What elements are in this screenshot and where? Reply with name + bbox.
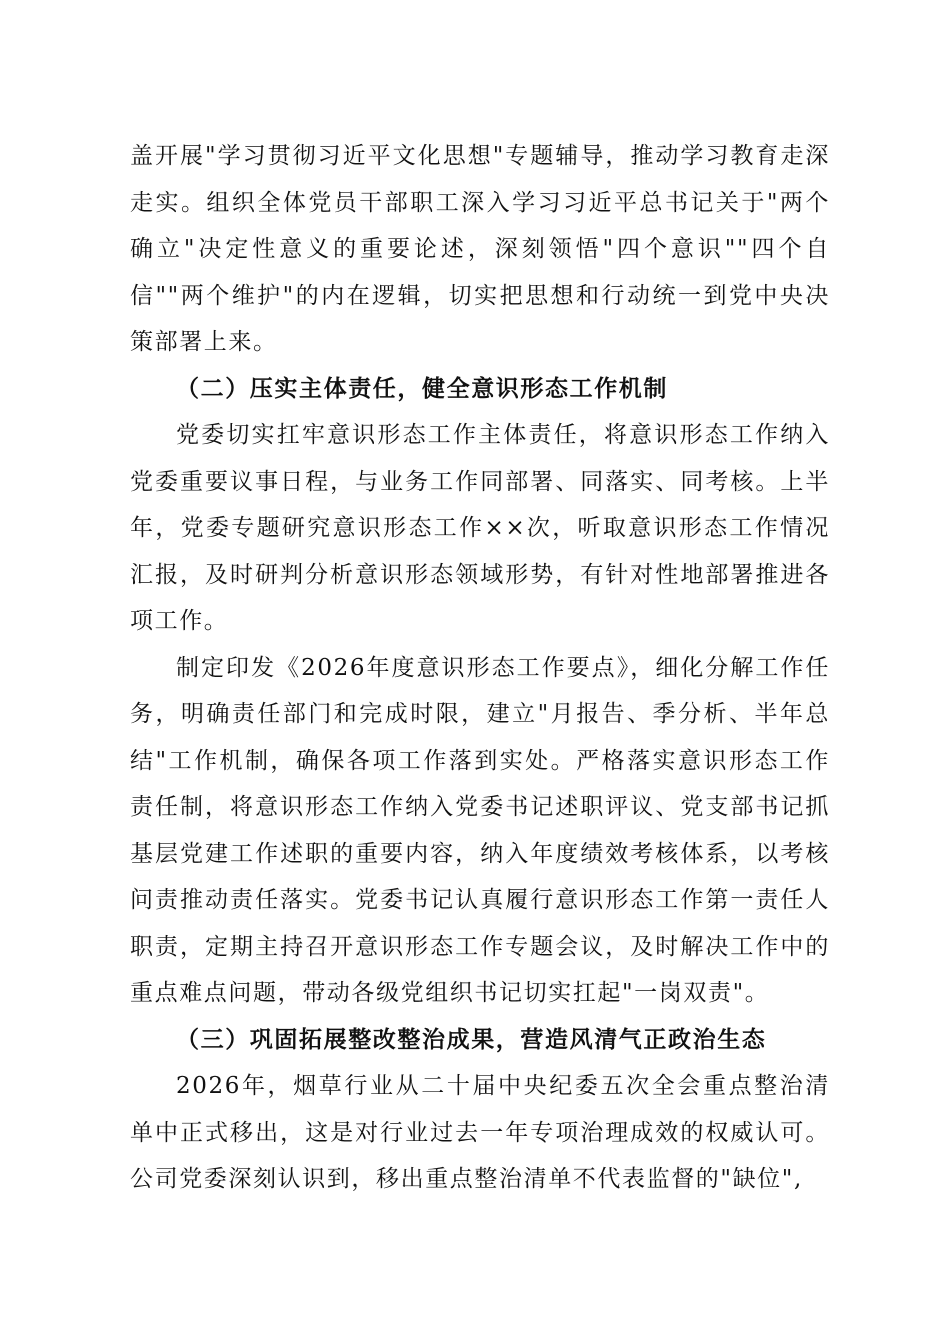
section-heading-2: （二）压实主体责任，健全意识形态工作机制 <box>176 375 668 402</box>
document-body <box>130 133 830 1203</box>
paragraph-work-mechanism: 制定印发《2026年度意识形态工作要点》，细化分解工作任务，明确责任部门和完成时限，建立"月报告、季分析、半年总结"工作机制，确保各项工作落到实处。严格落实意识形态工作责任制，将意识形态工作纳入党委书记述职评议、党支部书记抓基层党建工作述职的重要内容，纳入年度绩效考核体系，以考核问责推动责任落实。党委书记认真履行意识形态工作第一责任人职责，定期主持召开意识形态工作专题会议，及时解决工作中的重点难点问题，带动各级党组织书记切实扛起"一岗双责"。 <box>130 654 830 1006</box>
paragraph-responsibility: 党委切实扛牢意识形态工作主体责任，将意识形态工作纳入党委重要议事日程，与业务工作同部署、同落实、同考核。上半年，党委专题研究意识形态工作××次，听取意识形态工作情况汇报，及时研判分析意识形态领域形势，有针对性地部署推进各项工作。 <box>130 422 830 634</box>
section-heading-3: （三）巩固拓展整改整治成果，营造风清气正政治生态 <box>176 1026 767 1053</box>
paragraph-theory-study-continued: 盖开展"学习贯彻习近平文化思想"专题辅导，推动学习教育走深走实。组织全体党员干部职工深入学习习近平总书记关于"两个确立"决定性意义的重要论述，深刻领悟"四个意识""四个自信""两个维护"的内在逻辑，切实把思想和行动统一到党中央决策部署上来。 <box>130 143 830 355</box>
paragraph-rectification: 2026年，烟草行业从二十届中央纪委五次全会重点整治清单中正式移出，这是对行业过去一年专项治理成效的权威认可。公司党委深刻认识到，移出重点整治清单不代表监督的"缺位", <box>130 1073 830 1192</box>
